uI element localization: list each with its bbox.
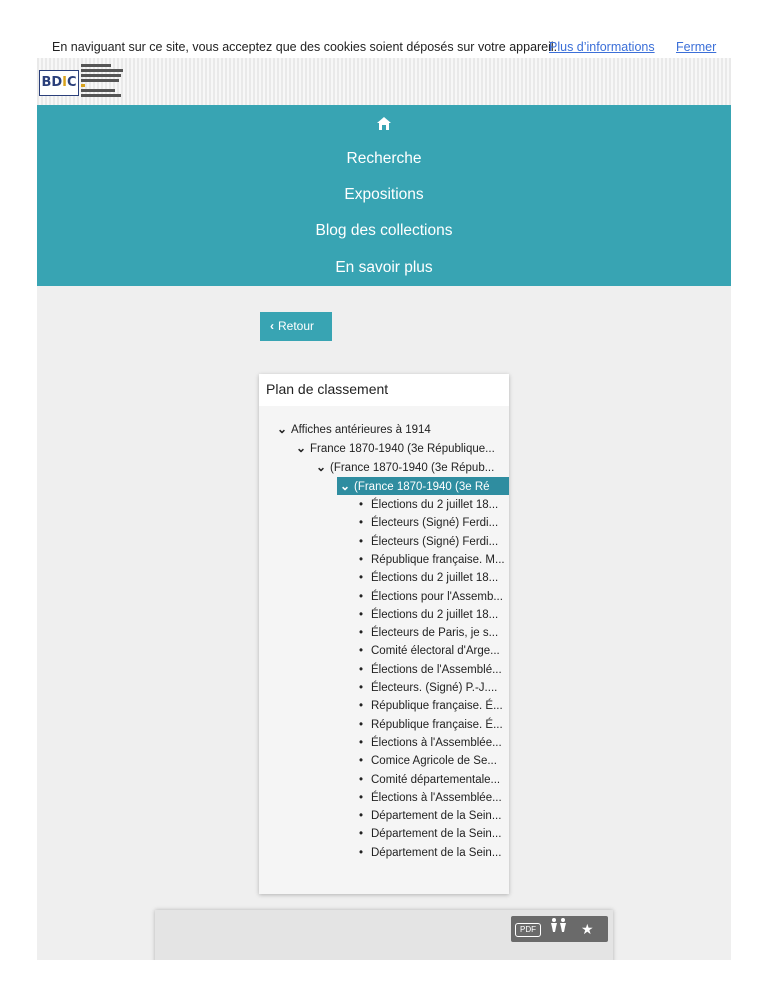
tree-node-selected[interactable]: ⌄ (France 1870-1940 (3e Ré — [337, 477, 509, 495]
tree-leaf-item[interactable] — [359, 642, 507, 660]
pdf-button[interactable]: PDF — [515, 923, 541, 937]
star-icon[interactable]: ★ — [581, 921, 594, 937]
bullet-icon: • — [359, 718, 364, 731]
panel-title: Plan de classement — [259, 374, 509, 406]
bullet-icon: • — [359, 700, 364, 713]
classification-panel — [259, 374, 509, 894]
tree-leaf-item[interactable] — [359, 716, 507, 734]
tree-leaf-item[interactable] — [359, 588, 507, 606]
tree-leaf-label: République française. É... — [371, 718, 503, 731]
tree-leaf-item[interactable] — [359, 844, 507, 862]
tree-leaf-label: Électeurs (Signé) Ferdi... — [371, 517, 499, 530]
tree-leaf-label: Électeurs. (Signé) P.-J.... — [371, 682, 498, 694]
bullet-icon: • — [359, 736, 364, 749]
tree-leaf-item[interactable] — [359, 533, 507, 551]
bullet-icon: • — [359, 627, 364, 640]
bullet-icon: • — [359, 572, 364, 585]
tree-leaf-label: Électeurs (Signé) Ferdi... — [371, 535, 499, 548]
tree-leaf-label: République française. É... — [371, 700, 503, 713]
tree-leaf-label: Élections du 2 juillet 18... — [371, 499, 499, 511]
tree-leaf-label: Électeurs de Paris, je s... — [371, 627, 499, 640]
bullet-icon: • — [359, 663, 364, 676]
bullet-icon: • — [359, 828, 364, 841]
tree-leaf-label: Comice Agricole de Se... — [371, 755, 497, 768]
bullet-icon: • — [359, 553, 364, 566]
tree-leaf-label: Comité départementale... — [371, 773, 501, 786]
tree-view — [259, 406, 509, 894]
chevron-down-icon[interactable]: ⌄ — [316, 460, 327, 474]
bullet-icon: • — [359, 682, 364, 694]
nav-item-recherche[interactable]: Recherche — [346, 150, 422, 167]
tree-leaf-label: Département de la Sein... — [371, 810, 502, 823]
tree-leaf-item[interactable] — [359, 496, 507, 514]
tree-leaf-item[interactable] — [359, 771, 507, 789]
tree-leaf-label: Élections du 2 juillet 18... — [371, 608, 499, 621]
home-icon[interactable] — [37, 115, 731, 136]
tree-leaf-item[interactable] — [359, 569, 507, 587]
back-button-label: Retour — [278, 319, 315, 333]
nav-item-blog[interactable]: Blog des collections — [315, 222, 453, 239]
tree-leaf-item[interactable] — [359, 752, 507, 770]
tree-leaf-item[interactable] — [359, 807, 507, 825]
nav-item-expositions[interactable]: Expositions — [344, 186, 424, 203]
bullet-icon: • — [359, 608, 364, 621]
bullet-icon: • — [359, 810, 364, 823]
chevron-left-icon: ‹ — [270, 319, 274, 333]
tree-leaf-item[interactable] — [359, 606, 507, 624]
tree-leaf-label: Comité électoral d'Arge... — [371, 645, 500, 658]
tree-leaf-item[interactable] — [359, 734, 507, 752]
tree-leaf-label: Élections à l'Assemblée... — [371, 791, 502, 804]
tree-leaf-label: Élections pour l'Assemb... — [371, 590, 503, 603]
bullet-icon: • — [359, 499, 364, 511]
tree-leaf-label: Département de la Sein... — [371, 846, 502, 859]
page-bottom — [0, 960, 768, 994]
tree-leaf-label: Département de la Sein... — [371, 828, 502, 841]
logo-text-lines — [81, 64, 125, 99]
tree-leaf-item[interactable] — [359, 679, 507, 697]
bullet-icon: • — [359, 846, 364, 859]
tree-node-level-3[interactable]: ⌄ (France 1870-1940 (3e Répub... — [316, 460, 495, 474]
bullet-icon: • — [359, 535, 364, 548]
tree-leaf-item[interactable] — [359, 624, 507, 642]
back-button[interactable] — [260, 312, 332, 341]
bullet-icon: • — [359, 517, 364, 530]
main-nav — [37, 105, 731, 286]
bullet-icon: • — [359, 645, 364, 658]
tree-leaf-item[interactable] — [359, 789, 507, 807]
tree-leaf-label: Élections du 2 juillet 18... — [371, 572, 499, 585]
header-band — [37, 58, 731, 105]
tree-leaf-label: République française. M... — [371, 553, 505, 566]
chevron-down-icon[interactable]: ⌄ — [296, 441, 307, 455]
tree-leaf-label: Élections de l'Assemblé... — [371, 663, 502, 676]
cookie-close-link[interactable]: Fermer — [676, 40, 717, 54]
people-icon[interactable] — [549, 916, 569, 942]
tree-leaf-label: Élections à l'Assemblée... — [371, 736, 502, 749]
tree-node-level-1[interactable]: ⌄ Affiches antérieures à 1914 — [277, 422, 431, 436]
tree-leaf-item[interactable] — [359, 551, 507, 569]
viewer-toolbar — [511, 916, 608, 942]
tree-leaf-item[interactable] — [359, 514, 507, 532]
logo-mark: BDIC — [39, 70, 79, 96]
cookie-bar — [0, 0, 768, 58]
tree-leaf-item[interactable] — [359, 825, 507, 843]
bdic-logo[interactable] — [39, 62, 125, 102]
bullet-icon: • — [359, 755, 364, 768]
bullet-icon: • — [359, 773, 364, 786]
chevron-down-icon[interactable]: ⌄ — [340, 479, 351, 493]
bullet-icon: • — [359, 791, 364, 804]
tree-node-level-2[interactable]: ⌄ France 1870-1940 (3e République... — [296, 441, 495, 455]
cookie-message: En naviguant sur ce site, vous acceptez que des cookies soient déposés sur votre appareil. — [52, 40, 558, 54]
tree-leaf-item[interactable] — [359, 661, 507, 679]
chevron-down-icon[interactable]: ⌄ — [277, 422, 288, 436]
nav-item-en-savoir-plus[interactable]: En savoir plus — [335, 259, 433, 276]
main-content — [37, 286, 731, 960]
bullet-icon: • — [359, 590, 364, 603]
cookie-more-link[interactable]: Plus d’informations — [549, 40, 655, 54]
tree-leaf-item[interactable] — [359, 697, 507, 715]
